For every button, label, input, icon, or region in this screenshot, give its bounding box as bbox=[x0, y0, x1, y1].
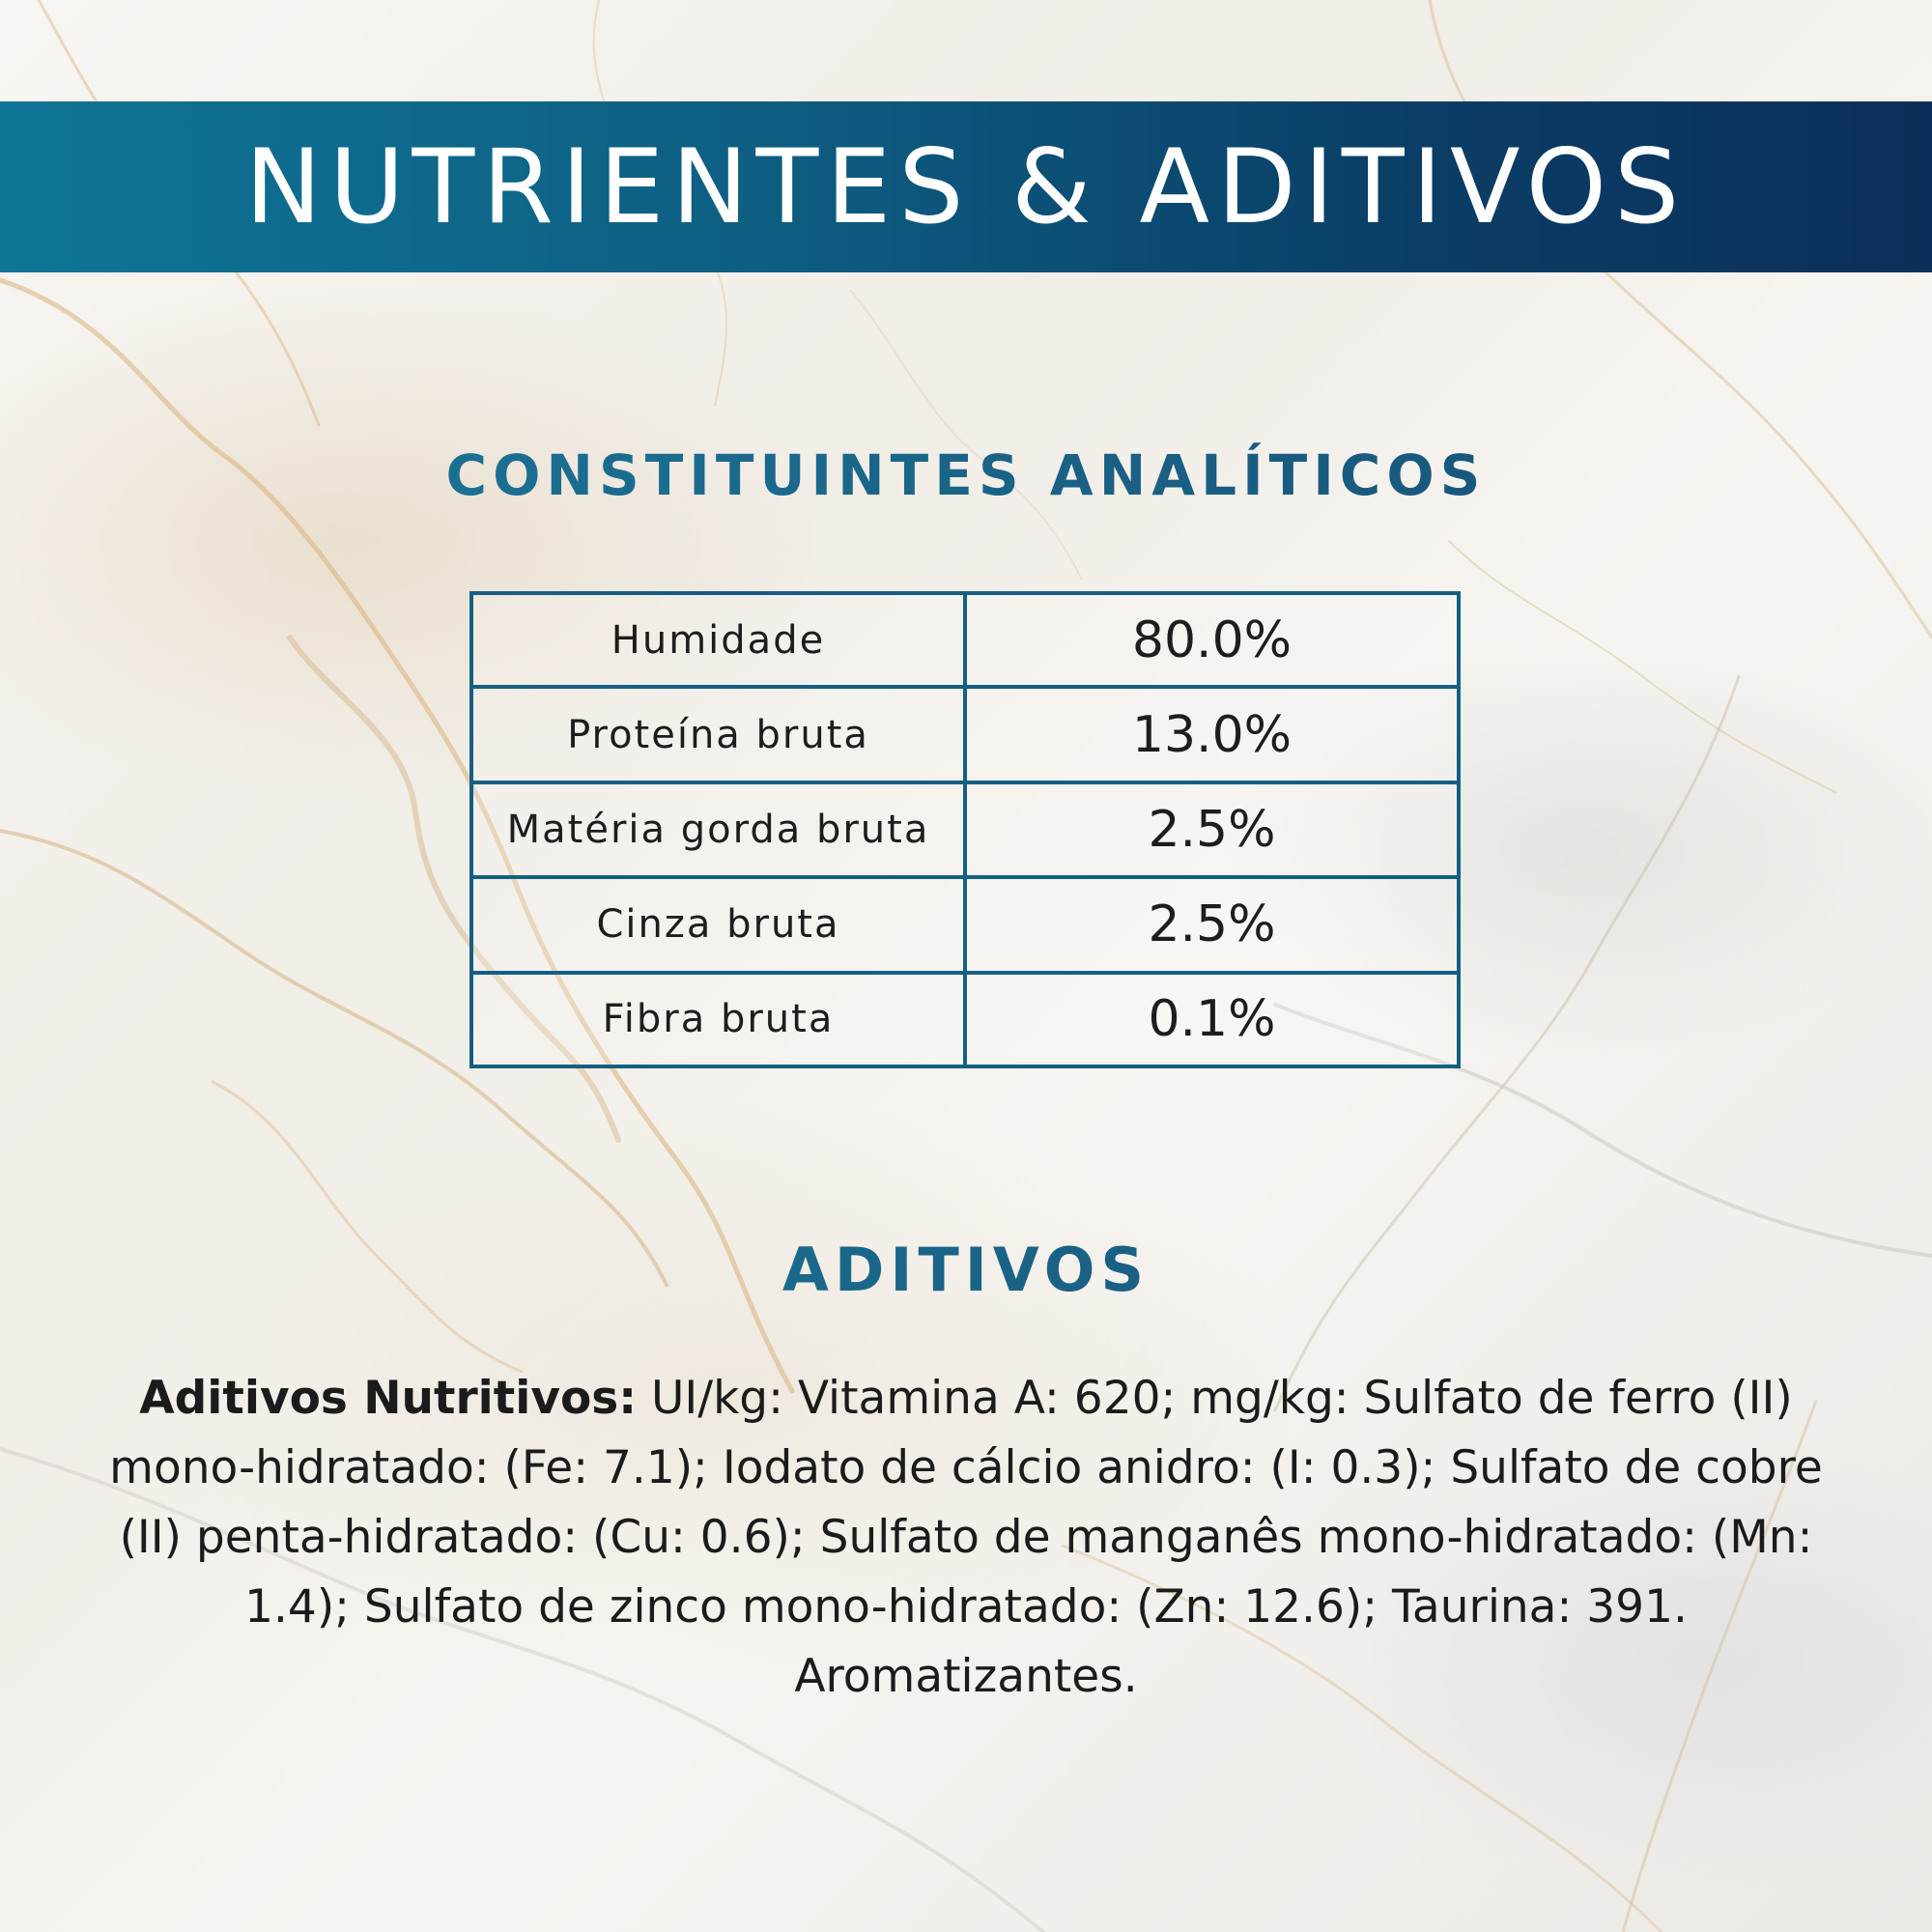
table-row bbox=[473, 877, 1457, 972]
additives-heading: ADITIVOS bbox=[0, 1235, 1932, 1305]
constituent-value: 13.0% bbox=[965, 687, 1457, 781]
constituent-label: Matéria gorda bruta bbox=[473, 782, 965, 877]
constituent-value: 80.0% bbox=[965, 595, 1457, 687]
analytic-constituents-table bbox=[469, 591, 1461, 1068]
additives-body: UI/kg: Vitamina A: 620; mg/kg: Sulfato de ferro (II) mono-hidratado: (Fe: 7.1); Iodato de cálcio anidro: (I: 0.3); Sulfato de cobre (II) penta-hidratado: (Cu: 0.6); Sulfato de manganês mono-hidratado: (Mn: 1.4); Sulfato de zinco mono-hidratado: (Zn: 12.6); Taurina: 391. Aromatizantes. bbox=[109, 1372, 1823, 1703]
title-banner bbox=[0, 101, 1932, 272]
table-row bbox=[473, 595, 1457, 687]
constituent-label: Proteína bruta bbox=[473, 687, 965, 781]
analytic-constituents-heading: CONSTITUINTES ANALÍTICOS bbox=[0, 442, 1932, 508]
constituent-value: 0.1% bbox=[965, 973, 1457, 1065]
constituent-value: 2.5% bbox=[965, 877, 1457, 972]
constituent-value: 2.5% bbox=[965, 782, 1457, 877]
table-row bbox=[473, 973, 1457, 1065]
constituent-label: Fibra bruta bbox=[473, 973, 965, 1065]
constituent-label: Humidade bbox=[473, 595, 965, 687]
page-title: NUTRIENTES & ADITIVOS bbox=[244, 127, 1688, 246]
constituent-label: Cinza bruta bbox=[473, 877, 965, 972]
table-row bbox=[473, 782, 1457, 877]
additives-lead: Aditivos Nutritivos: bbox=[139, 1372, 638, 1425]
additives-paragraph bbox=[87, 1364, 1845, 1712]
table-row bbox=[473, 687, 1457, 781]
